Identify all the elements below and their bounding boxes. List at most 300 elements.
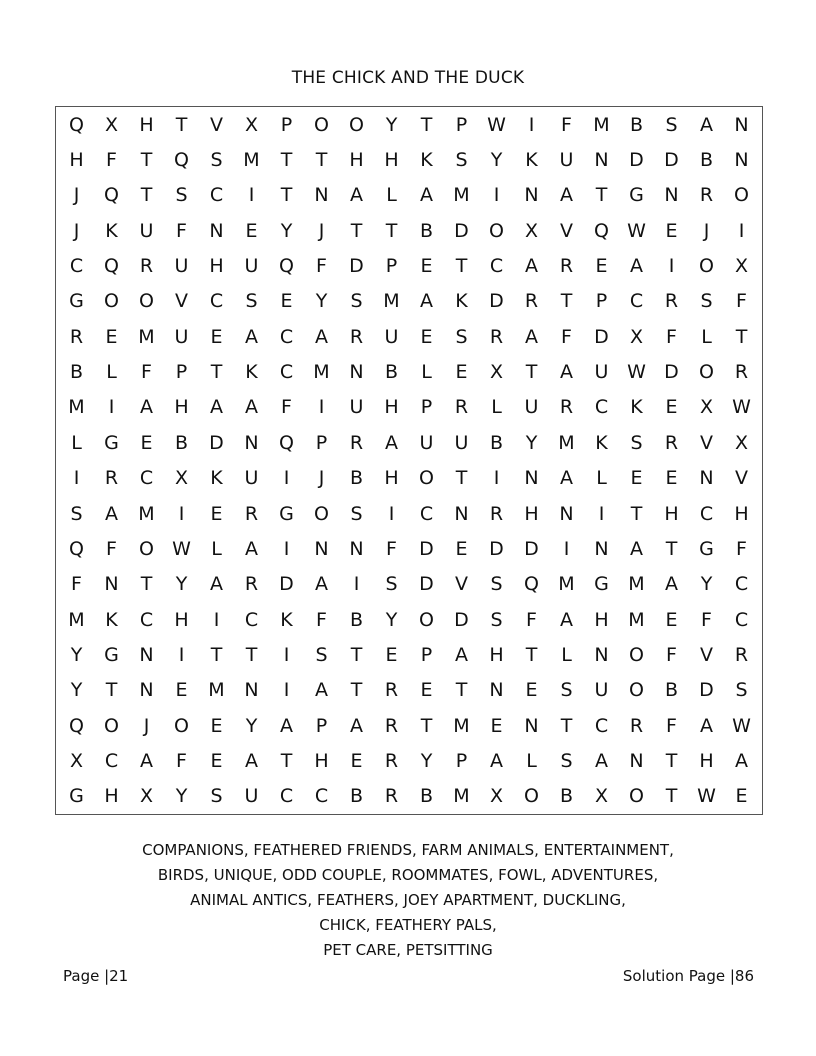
grid-letter: D	[629, 149, 644, 172]
grid-letter: C	[244, 608, 259, 631]
grid-letter: O	[104, 714, 119, 737]
grid-letter: F	[561, 113, 572, 136]
grid-letter: W	[627, 219, 646, 242]
grid-letter: R	[664, 431, 679, 454]
grid-letter: A	[210, 573, 223, 596]
grid-letter: A	[245, 325, 258, 348]
grid-letter: E	[210, 325, 223, 348]
grid-letter: N	[244, 431, 259, 454]
grid-letter: U	[454, 431, 469, 454]
grid-letter: A	[245, 537, 258, 560]
grid-letter: S	[560, 679, 573, 702]
grid-letter: A	[665, 573, 678, 596]
grid-letter: P	[420, 643, 433, 666]
grid-letter: L	[596, 467, 607, 490]
grid-letter: T	[140, 573, 153, 596]
grid-letter: A	[595, 749, 608, 772]
grid-letter: U	[139, 219, 154, 242]
grid-letter: R	[524, 290, 539, 313]
grid-letter: B	[349, 785, 364, 808]
grid-letter: G	[69, 290, 84, 313]
grid-letter: Q	[69, 714, 84, 737]
grid-letter: T	[245, 643, 258, 666]
grid-letter: Y	[70, 679, 83, 702]
grid-letter: T	[665, 537, 678, 560]
grid-letter: B	[664, 679, 679, 702]
grid-letter: F	[736, 537, 747, 560]
grid-letter: N	[139, 679, 154, 702]
grid-letter: G	[104, 431, 119, 454]
grid-letter: M	[453, 714, 470, 737]
grid-letter: D	[524, 537, 539, 560]
grid-letter: Y	[700, 573, 713, 596]
grid-letter: A	[105, 502, 118, 525]
grid-letter: K	[630, 396, 643, 419]
grid-letter: Y	[315, 290, 328, 313]
grid-letter: F	[316, 255, 327, 278]
grid-letter: U	[384, 325, 399, 348]
grid-letter: N	[349, 361, 364, 384]
grid-letter: N	[524, 184, 539, 207]
grid-letter: E	[420, 255, 433, 278]
grid-letter: D	[349, 255, 364, 278]
grid-letter: I	[388, 502, 395, 525]
grid-letter: T	[280, 149, 293, 172]
grid-letter: N	[734, 113, 749, 136]
grid-letter: T	[665, 749, 678, 772]
grid-letter: A	[245, 396, 258, 419]
grid-letter: A	[420, 184, 433, 207]
grid-letter: A	[700, 714, 713, 737]
grid-letter: J	[318, 219, 325, 242]
grid-letter: M	[453, 785, 470, 808]
grid-letter: A	[490, 749, 503, 772]
grid-letter: R	[629, 714, 644, 737]
grid-letter: I	[213, 608, 220, 631]
grid-letter: X	[139, 785, 154, 808]
grid-letter: C	[489, 255, 504, 278]
grid-letter: L	[491, 396, 502, 419]
grid-letter: O	[524, 785, 539, 808]
grid-letter: Y	[490, 149, 503, 172]
grid-letter: L	[421, 361, 432, 384]
grid-letter: K	[245, 361, 258, 384]
grid-letter: R	[104, 467, 119, 490]
grid-letter: A	[455, 643, 468, 666]
grid-letter: M	[453, 184, 470, 207]
grid-letter: E	[665, 396, 678, 419]
grid-letter: D	[419, 537, 434, 560]
grid-letter: N	[629, 749, 644, 772]
grid-letter: Q	[104, 184, 119, 207]
grid-letter: I	[283, 537, 290, 560]
grid-letter: B	[699, 149, 714, 172]
grid-letter: H	[209, 255, 224, 278]
grid-letter: D	[699, 679, 714, 702]
grid-letter: F	[386, 537, 397, 560]
grid-letter: C	[734, 608, 749, 631]
grid-letter: H	[349, 149, 364, 172]
grid-letter: F	[176, 749, 187, 772]
grid-letter: I	[598, 502, 605, 525]
grid-letter: R	[384, 714, 399, 737]
page-number: Page |21	[63, 967, 129, 985]
grid-letter: H	[734, 502, 749, 525]
grid-letter: I	[283, 643, 290, 666]
grid-letter: M	[243, 149, 260, 172]
grid-letter: H	[174, 608, 189, 631]
grid-letter: N	[314, 184, 329, 207]
grid-letter: U	[174, 325, 189, 348]
word-list-line: ANIMAL ANTICS, FEATHERS, JOEY APARTMENT, DUCKLING,	[190, 891, 626, 909]
grid-letter: E	[140, 431, 153, 454]
grid-letter: E	[490, 714, 503, 737]
grid-letter: T	[455, 467, 468, 490]
grid-letter: C	[629, 290, 644, 313]
grid-letter: W	[732, 714, 751, 737]
grid-letter: V	[560, 219, 573, 242]
grid-letter: S	[70, 502, 83, 525]
grid-letter: L	[561, 643, 572, 666]
grid-letter: I	[493, 467, 500, 490]
grid-letter: S	[630, 431, 643, 454]
grid-letter: M	[383, 290, 400, 313]
grid-letter: M	[313, 361, 330, 384]
grid-letter: X	[489, 785, 504, 808]
grid-letter: N	[489, 679, 504, 702]
grid-letter: R	[69, 325, 84, 348]
grid-letter: L	[106, 361, 117, 384]
grid-letter: K	[105, 219, 118, 242]
grid-letter: A	[350, 714, 363, 737]
grid-letter: Q	[69, 537, 84, 560]
grid-letter: Q	[524, 573, 539, 596]
grid-letter: R	[489, 502, 504, 525]
grid-letter: W	[172, 537, 191, 560]
grid-letter: F	[561, 325, 572, 348]
grid-letter: N	[594, 643, 609, 666]
grid-letter: S	[210, 785, 223, 808]
grid-letter: U	[244, 255, 259, 278]
grid-letter: M	[593, 113, 610, 136]
grid-letter: X	[734, 255, 749, 278]
grid-letter: E	[175, 679, 188, 702]
grid-letter: L	[386, 184, 397, 207]
grid-letter: Q	[104, 255, 119, 278]
grid-letter: A	[420, 290, 433, 313]
grid-letter: Y	[245, 714, 258, 737]
grid-letter: C	[69, 255, 84, 278]
grid-letter: Q	[279, 255, 294, 278]
grid-letter: E	[630, 467, 643, 490]
grid-letter: I	[73, 467, 80, 490]
grid-letter: E	[665, 608, 678, 631]
grid-letter: C	[594, 396, 609, 419]
grid-letter: M	[138, 502, 155, 525]
grid-letter: C	[104, 749, 119, 772]
grid-letter: E	[210, 714, 223, 737]
grid-letter: T	[210, 361, 223, 384]
grid-letter: W	[697, 785, 716, 808]
grid-letter: Y	[385, 608, 398, 631]
grid-letter: T	[210, 643, 223, 666]
grid-letter: E	[455, 361, 468, 384]
grid-letter: D	[454, 608, 469, 631]
word-list-line: CHICK, FEATHERY PALS,	[319, 916, 497, 934]
grid-letter: C	[419, 502, 434, 525]
grid-letter: T	[280, 749, 293, 772]
grid-letter: T	[105, 679, 118, 702]
grid-letter: R	[384, 679, 399, 702]
grid-letter: B	[629, 113, 644, 136]
grid-letter: X	[69, 749, 84, 772]
grid-letter: C	[279, 361, 294, 384]
grid-letter: V	[210, 113, 223, 136]
grid-letter: S	[350, 290, 363, 313]
grid-letter: E	[595, 255, 608, 278]
grid-letter: P	[420, 396, 433, 419]
grid-letter: S	[700, 290, 713, 313]
grid-letter: A	[700, 113, 713, 136]
grid-letter: N	[349, 537, 364, 560]
grid-letter: H	[524, 502, 539, 525]
grid-letter: A	[210, 396, 223, 419]
grid-letter: E	[735, 785, 748, 808]
grid-letter: U	[349, 396, 364, 419]
grid-letter: Q	[69, 113, 84, 136]
grid-letter: Y	[70, 643, 83, 666]
grid-letter: O	[734, 184, 749, 207]
grid-letter: H	[104, 785, 119, 808]
grid-letter: Q	[279, 431, 294, 454]
word-search-grid	[55, 106, 763, 815]
grid-letter: E	[665, 219, 678, 242]
grid-letter: P	[455, 749, 468, 772]
grid-letter: E	[350, 749, 363, 772]
grid-letter: E	[420, 325, 433, 348]
grid-letter: H	[594, 608, 609, 631]
grid-letter: K	[105, 608, 118, 631]
grid-letter: T	[420, 714, 433, 737]
grid-letter: F	[71, 573, 82, 596]
grid-letter: V	[175, 290, 188, 313]
grid-letter: T	[140, 184, 153, 207]
grid-letter: C	[594, 714, 609, 737]
grid-letter: B	[559, 785, 574, 808]
grid-letter: R	[699, 184, 714, 207]
grid-letter: D	[489, 537, 504, 560]
grid-letter: I	[178, 643, 185, 666]
grid-letter: C	[314, 785, 329, 808]
grid-letter: A	[630, 537, 643, 560]
grid-letter: P	[175, 361, 188, 384]
grid-letter: M	[208, 679, 225, 702]
grid-letter: T	[140, 149, 153, 172]
grid-letter: O	[139, 537, 154, 560]
grid-letter: H	[69, 149, 84, 172]
grid-letter: S	[560, 749, 573, 772]
grid-letter: S	[385, 573, 398, 596]
grid-letter: S	[490, 608, 503, 631]
grid-letter: C	[279, 325, 294, 348]
grid-letter: F	[666, 643, 677, 666]
grid-letter: E	[525, 679, 538, 702]
grid-letter: H	[384, 467, 399, 490]
grid-letter: J	[703, 219, 710, 242]
grid-letter: I	[248, 184, 255, 207]
grid-letter: B	[489, 431, 504, 454]
grid-letter: T	[455, 679, 468, 702]
grid-letter: S	[490, 573, 503, 596]
grid-letter: X	[244, 113, 259, 136]
grid-letter: L	[526, 749, 537, 772]
grid-letter: T	[665, 785, 678, 808]
grid-letter: G	[279, 502, 294, 525]
grid-letter: N	[454, 502, 469, 525]
grid-letter: Y	[175, 573, 188, 596]
grid-letter: I	[353, 573, 360, 596]
grid-letter: P	[280, 113, 293, 136]
grid-letter: H	[174, 396, 189, 419]
grid-letter: T	[385, 219, 398, 242]
grid-letter: C	[209, 290, 224, 313]
grid-letter: O	[314, 502, 329, 525]
grid-letter: I	[283, 679, 290, 702]
grid-letter: N	[594, 149, 609, 172]
grid-letter: A	[525, 325, 538, 348]
grid-letter: I	[283, 467, 290, 490]
grid-letter: K	[210, 467, 223, 490]
grid-letter: F	[316, 608, 327, 631]
grid-letter: E	[385, 643, 398, 666]
grid-letter: R	[244, 573, 259, 596]
grid-letter: B	[349, 608, 364, 631]
grid-letter: D	[454, 219, 469, 242]
grid-letter: A	[630, 255, 643, 278]
grid-letter: G	[699, 537, 714, 560]
grid-letter: B	[174, 431, 189, 454]
grid-letter: L	[211, 537, 222, 560]
grid-letter: T	[350, 643, 363, 666]
grid-letter: I	[563, 537, 570, 560]
grid-letter: A	[245, 749, 258, 772]
grid-letter: D	[489, 290, 504, 313]
grid-letter: H	[699, 749, 714, 772]
grid-letter: A	[315, 679, 328, 702]
page-title: THE CHICK AND THE DUCK	[291, 68, 525, 88]
grid-letter: L	[71, 431, 82, 454]
grid-letter: F	[106, 537, 117, 560]
grid-letter: T	[735, 325, 748, 348]
grid-letter: I	[528, 113, 535, 136]
grid-letter: S	[245, 290, 258, 313]
grid-letter: O	[629, 785, 644, 808]
grid-letter: H	[314, 749, 329, 772]
grid-letter: J	[73, 219, 80, 242]
word-list-line: BIRDS, UNIQUE, ODD COUPLE, ROOMMATES, FOWL, ADVENTURES,	[157, 866, 659, 884]
grid-letter: M	[138, 325, 155, 348]
grid-letter: U	[244, 785, 259, 808]
grid-letter: Q	[594, 219, 609, 242]
grid-letter: P	[385, 255, 398, 278]
grid-letter: J	[73, 184, 80, 207]
grid-letter: E	[280, 290, 293, 313]
grid-letter: K	[455, 290, 468, 313]
word-list	[0, 838, 816, 963]
grid-letter: N	[594, 537, 609, 560]
grid-letter: R	[734, 643, 749, 666]
grid-letter: H	[489, 643, 504, 666]
grid-letter: I	[668, 255, 675, 278]
grid-letter: R	[454, 396, 469, 419]
word-list-line: PET CARE, PETSITTING	[323, 941, 493, 959]
grid-letter: S	[455, 149, 468, 172]
grid-letter: X	[594, 785, 609, 808]
grid-letter: C	[209, 184, 224, 207]
grid-letter: S	[665, 113, 678, 136]
grid-letter: X	[174, 467, 189, 490]
grid-letter: A	[560, 184, 573, 207]
grid-letter: H	[139, 113, 154, 136]
grid-letter: U	[559, 149, 574, 172]
grid-letter: M	[558, 431, 575, 454]
grid-letter: O	[489, 219, 504, 242]
grid-letter: A	[560, 608, 573, 631]
grid-letter: T	[350, 679, 363, 702]
grid-letter: U	[524, 396, 539, 419]
grid-letter: T	[560, 290, 573, 313]
grid-letter: T	[595, 184, 608, 207]
grid-letter: N	[314, 537, 329, 560]
grid-letter: W	[627, 361, 646, 384]
grid-letter: Y	[280, 219, 293, 242]
grid-letter: D	[664, 361, 679, 384]
grid-letter: X	[629, 325, 644, 348]
grid-letter: S	[175, 184, 188, 207]
grid-letter: I	[318, 396, 325, 419]
grid-letter: H	[664, 502, 679, 525]
grid-letter: I	[493, 184, 500, 207]
grid-letter: S	[455, 325, 468, 348]
grid-letter: P	[315, 714, 328, 737]
grid-letter: Q	[174, 149, 189, 172]
grid-letter: W	[487, 113, 506, 136]
grid-letter: T	[350, 219, 363, 242]
grid-letter: V	[735, 467, 748, 490]
grid-letter: M	[68, 608, 85, 631]
grid-letter: N	[139, 643, 154, 666]
grid-letter: T	[525, 643, 538, 666]
grid-letter: P	[315, 431, 328, 454]
grid-letter: Y	[420, 749, 433, 772]
grid-letter: T	[280, 184, 293, 207]
grid-letter: Y	[385, 113, 398, 136]
grid-letter: N	[244, 679, 259, 702]
grid-letter: A	[525, 255, 538, 278]
grid-letter: O	[314, 113, 329, 136]
grid-letter: T	[175, 113, 188, 136]
grid-letter: J	[318, 467, 325, 490]
grid-letter: V	[455, 573, 468, 596]
grid-letter: G	[629, 184, 644, 207]
grid-letter: R	[349, 431, 364, 454]
grid-letter: C	[279, 785, 294, 808]
grid-letter: C	[699, 502, 714, 525]
grid-letter: P	[455, 113, 468, 136]
grid-letter: O	[699, 255, 714, 278]
grid-letter: K	[280, 608, 293, 631]
grid-letter: F	[666, 714, 677, 737]
